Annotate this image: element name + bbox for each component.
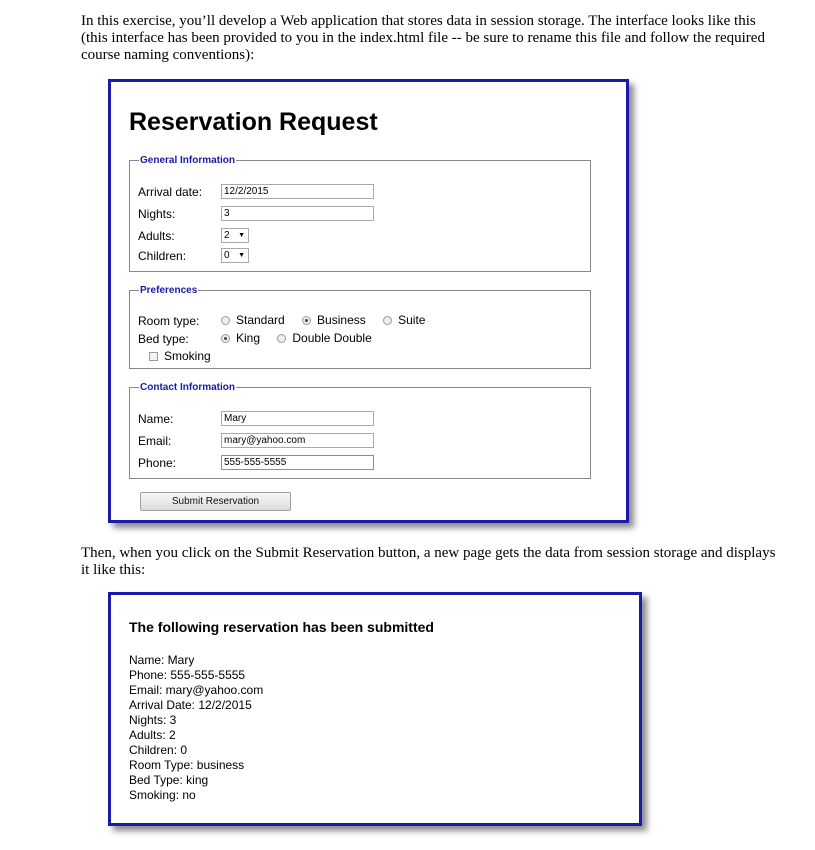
result-line-room-type: Room Type: business <box>129 758 245 772</box>
result-line-children: Children: 0 <box>129 743 188 757</box>
arrival-date-input[interactable] <box>221 184 374 199</box>
radio-selected-icon[interactable] <box>302 316 311 325</box>
chevron-down-icon: ▼ <box>238 232 245 239</box>
result-details-list <box>129 653 263 803</box>
radio-selected-icon[interactable] <box>221 334 230 343</box>
nights-label: Nights: <box>138 207 176 221</box>
chevron-down-icon: ▼ <box>238 252 245 259</box>
result-line-name: Name: Mary <box>129 653 195 667</box>
email-label: Email: <box>138 434 172 448</box>
nights-input[interactable] <box>221 206 374 221</box>
phone-input[interactable] <box>221 455 374 470</box>
room-type-suite[interactable]: Suite <box>383 313 425 327</box>
name-input[interactable] <box>221 411 374 426</box>
result-line-smoking: Smoking: no <box>129 788 196 802</box>
general-information-fieldset <box>129 155 591 272</box>
then-paragraph: Then, when you click on the Submit Reservation button, a new page gets the data from session storage and displays it like this: <box>81 545 776 578</box>
phone-label: Phone: <box>138 456 177 470</box>
result-line-email: Email: mary@yahoo.com <box>129 683 264 697</box>
contact-information-fieldset <box>129 382 591 479</box>
arrival-label: Arrival date: <box>138 185 203 199</box>
room-type-radio-group <box>221 313 439 327</box>
smoking-label: Smoking <box>164 349 211 363</box>
adults-label: Adults: <box>138 229 175 243</box>
radio-icon[interactable] <box>277 334 286 343</box>
intro-paragraph: In this exercise, you’ll develop a Web application that stores data in session storage. The interface looks like this (this interface has been provided to you in the index.html file -- be sure to rename this file and follow the required course naming conventions): <box>81 13 765 63</box>
adults-select[interactable] <box>221 228 249 243</box>
result-line-arrival-date: Arrival Date: 12/2/2015 <box>129 698 252 712</box>
result-line-adults: Adults: 2 <box>129 728 176 742</box>
result-line-nights: Nights: 3 <box>129 713 177 727</box>
form-title: Reservation Request <box>129 108 378 136</box>
reservation-form-screenshot <box>108 79 629 523</box>
smoking-checkbox[interactable] <box>149 352 158 361</box>
radio-icon[interactable] <box>221 316 230 325</box>
room-type-business[interactable]: Business <box>302 313 366 327</box>
room-type-standard[interactable]: Standard <box>221 313 285 327</box>
children-label: Children: <box>138 249 187 263</box>
children-selected-value: 0 <box>224 250 230 261</box>
result-line-phone: Phone: 555-555-5555 <box>129 668 246 682</box>
smoking-row[interactable] <box>149 349 211 367</box>
contact-information-legend: Contact Information <box>140 382 235 393</box>
bed-type-label: Bed type: <box>138 332 189 346</box>
name-label: Name: <box>138 412 174 426</box>
preferences-fieldset <box>129 285 591 369</box>
children-select[interactable] <box>221 248 249 263</box>
preferences-legend: Preferences <box>140 285 198 296</box>
bed-type-king[interactable]: King <box>221 331 260 345</box>
radio-icon[interactable] <box>383 316 392 325</box>
reservation-result-screenshot <box>108 592 642 826</box>
general-information-legend: General Information <box>140 155 236 166</box>
result-line-bed-type: Bed Type: king <box>129 773 209 787</box>
adults-selected-value: 2 <box>224 230 230 241</box>
email-input[interactable] <box>221 433 374 448</box>
result-title: The following reservation has been submitted <box>129 619 434 635</box>
submit-reservation-button[interactable]: Submit Reservation <box>140 492 291 511</box>
room-type-label: Room type: <box>138 314 200 328</box>
bed-type-double-double[interactable]: Double Double <box>277 331 371 345</box>
bed-type-radio-group <box>221 331 386 345</box>
